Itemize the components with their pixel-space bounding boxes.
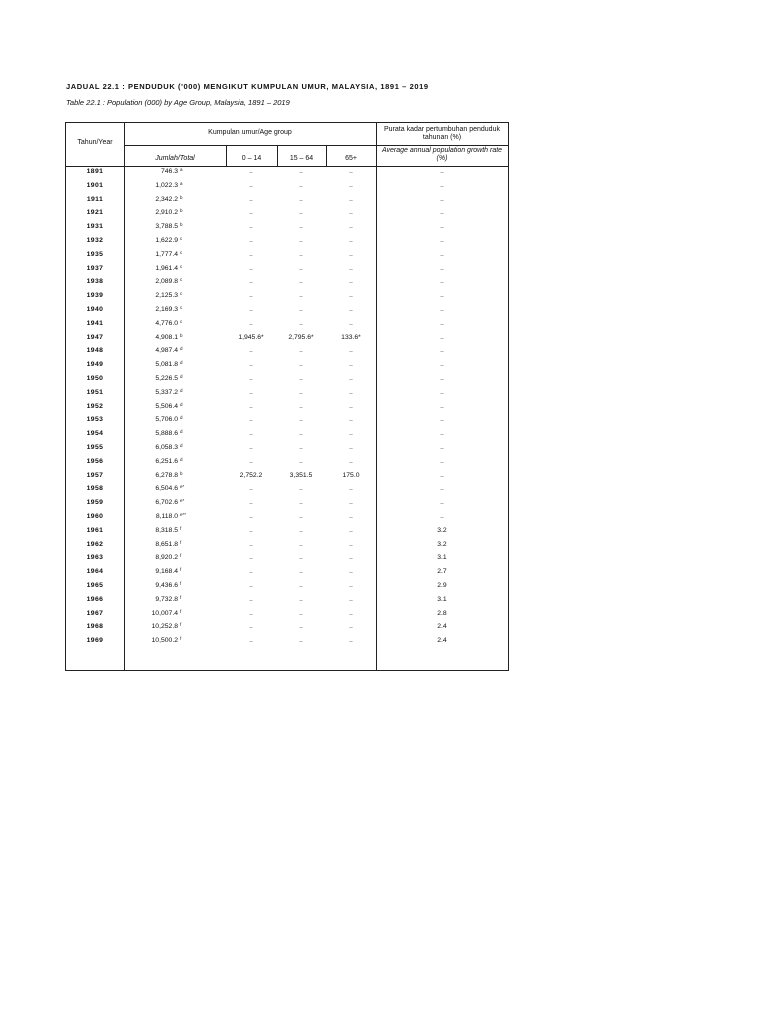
age-65-plus-cell: .. [349,347,353,355]
year-cell: 1935 [86,250,104,258]
header-year: Tahun/Year [77,139,113,146]
header-growth-english: Average annual population growth rate (%) [381,147,503,162]
growth-rate-cell: .. [440,374,444,382]
age-65-plus-cell: .. [349,416,353,424]
age-15-64-cell: .. [299,305,303,313]
year-cell: 1950 [86,374,104,382]
total-cell: 1,777.4 [155,250,178,258]
age-0-14-cell: .. [249,526,253,534]
growth-rate-cell: .. [440,430,444,438]
footnote-marker: e* [180,484,185,490]
footnote-marker: f [180,539,182,545]
age-65-plus-cell: .. [349,374,353,382]
total-cell: 9,732.8 [155,595,178,603]
year-cell: 1960 [86,512,104,520]
age-15-64-cell: .. [299,402,303,410]
age-65-plus-cell: .. [349,526,353,534]
footnote-marker: e** [180,511,187,517]
age-0-14-cell: .. [249,347,253,355]
footnote-marker: a [180,167,183,172]
age-15-64-cell: .. [299,637,303,645]
age-65-plus-cell: .. [349,637,353,645]
year-cell: 1951 [86,388,104,396]
age-15-64-cell: .. [299,319,303,327]
age-0-14-cell: .. [249,595,253,603]
total-cell: 5,337.2 [155,388,178,396]
age-15-64-cell: .. [299,609,303,617]
age-65-plus-cell: .. [349,181,353,189]
total-cell: 6,251.6 [155,457,178,465]
footnote-marker: f [180,636,182,642]
table-row [66,333,508,347]
growth-rate-cell: 2.4 [437,623,447,631]
age-65-plus-cell: .. [349,499,353,507]
year-cell: 1969 [86,637,104,645]
table-row [66,498,508,512]
table-title-english: Table 22.1 : Population (000) by Age Group, Malaysia, 1891 – 2019 [66,98,290,107]
age-65-plus-cell: .. [349,430,353,438]
age-65-plus-cell: .. [349,540,353,548]
growth-rate-cell: .. [440,416,444,424]
table-row [66,222,508,236]
growth-rate-cell: .. [440,168,444,175]
table-row [66,167,508,181]
age-0-14-cell: .. [249,168,253,175]
total-cell: 8,651.8 [155,540,178,548]
footnote-marker: f [180,622,182,628]
table-row [66,250,508,264]
age-15-64-cell: 3,351.5 [289,471,313,479]
footnote-marker: c [180,318,183,324]
divider [124,145,376,146]
age-15-64-cell: .. [299,540,303,548]
age-65-plus-cell: 175.0 [342,471,360,479]
footnote-marker: d [180,442,183,448]
table-row [66,195,508,209]
age-15-64-cell: .. [299,264,303,272]
age-0-14-cell: .. [249,637,253,645]
footnote-marker: f [180,567,182,573]
age-65-plus-cell: .. [349,319,353,327]
total-cell: 4,987.4 [155,347,178,355]
footnote-marker: c [180,304,183,310]
table-row [66,609,508,623]
age-15-64-cell: .. [299,292,303,300]
age-0-14-cell: .. [249,512,253,520]
table-row [66,429,508,443]
footnote-marker: e* [180,498,185,504]
year-cell: 1901 [86,181,104,189]
year-cell: 1961 [86,526,104,534]
age-65-plus-cell: .. [349,223,353,231]
total-cell: 2,342.2 [155,195,178,203]
age-0-14-cell: 1,945.6* [238,333,264,341]
age-65-plus-cell: .. [349,554,353,562]
footnote-marker: d [180,360,183,366]
growth-rate-cell: .. [440,512,444,520]
year-cell: 1891 [86,168,104,175]
header-total: Jumlah/Total [155,155,195,162]
year-cell: 1968 [86,623,104,631]
year-cell: 1965 [86,581,104,589]
age-15-64-cell: .. [299,581,303,589]
growth-rate-cell: 3.2 [437,540,447,548]
year-cell: 1921 [86,209,104,217]
year-cell: 1931 [86,223,104,231]
growth-rate-cell: .. [440,195,444,203]
year-cell: 1939 [86,292,104,300]
footnote-marker: d [180,456,183,462]
age-0-14-cell: .. [249,443,253,451]
growth-rate-cell: 3.1 [437,554,447,562]
age-15-64-cell: .. [299,181,303,189]
population-table [65,122,509,671]
table-row [66,264,508,278]
year-cell: 1953 [86,416,104,424]
total-cell: 6,702.6 [155,499,178,507]
growth-rate-cell: .. [440,333,444,341]
year-cell: 1940 [86,305,104,313]
growth-rate-cell: 2.7 [437,568,447,576]
year-cell: 1952 [86,402,104,410]
table-row [66,374,508,388]
age-15-64-cell: .. [299,278,303,286]
growth-rate-cell: .. [440,402,444,410]
age-65-plus-cell: .. [349,402,353,410]
age-0-14-cell: .. [249,195,253,203]
age-0-14-cell: .. [249,250,253,258]
age-15-64-cell: .. [299,430,303,438]
table-row [66,636,508,650]
table-row [66,457,508,471]
age-0-14-cell: .. [249,374,253,382]
age-65-plus-cell: .. [349,595,353,603]
age-0-14-cell: .. [249,305,253,313]
total-cell: 8,118.0 [155,512,178,520]
year-cell: 1911 [86,195,104,203]
table-row [66,567,508,581]
age-15-64-cell: .. [299,223,303,231]
age-15-64-cell: .. [299,195,303,203]
age-15-64-cell: .. [299,168,303,175]
header-growth-malay: Purata kadar pertumbuhan penduduk tahunan (%) [384,126,500,141]
footnote-marker: d [180,415,183,421]
total-cell: 10,007.4 [151,609,178,617]
total-cell: 3,788.5 [155,223,178,231]
age-65-plus-cell: .. [349,209,353,217]
age-0-14-cell: .. [249,402,253,410]
table-row [66,236,508,250]
age-15-64-cell: .. [299,361,303,369]
total-cell: 2,125.3 [155,292,178,300]
total-cell: 2,089.8 [155,278,178,286]
age-15-64-cell: .. [299,209,303,217]
age-15-64-cell: .. [299,499,303,507]
age-0-14-cell: 2,752.2 [239,471,263,479]
growth-rate-cell: .. [440,223,444,231]
age-0-14-cell: .. [249,581,253,589]
year-cell: 1963 [86,554,104,562]
total-cell: 10,500.2 [151,637,178,645]
growth-rate-cell: .. [440,236,444,244]
growth-rate-cell: 3.1 [437,595,447,603]
footnote-marker: c [180,235,183,241]
age-15-64-cell: .. [299,595,303,603]
table-row [66,595,508,609]
footnote-marker: d [180,401,183,407]
age-65-plus-cell: .. [349,609,353,617]
year-cell: 1967 [86,609,104,617]
age-0-14-cell: .. [249,430,253,438]
footnote-marker: c [180,249,183,255]
table-row [66,305,508,319]
table-row [66,540,508,554]
table-row [66,346,508,360]
growth-rate-cell: .. [440,209,444,217]
footnote-marker: f [180,553,182,559]
table-row [66,319,508,333]
year-cell: 1962 [86,540,104,548]
growth-rate-cell: .. [440,457,444,465]
age-15-64-cell: .. [299,526,303,534]
total-cell: 746.3 [160,168,178,175]
table-row [66,277,508,291]
table-row [66,208,508,222]
age-15-64-cell: .. [299,388,303,396]
footnote-marker: d [180,429,183,435]
growth-rate-cell: 2.4 [437,637,447,645]
total-cell: 2,169.3 [155,305,178,313]
total-cell: 6,278.8 [155,471,178,479]
year-cell: 1958 [86,485,104,493]
total-cell: 8,318.5 [155,526,178,534]
footnote-marker: f [180,580,182,586]
age-15-64-cell: .. [299,554,303,562]
footnote-marker: f [180,608,182,614]
age-15-64-cell: .. [299,347,303,355]
age-65-plus-cell: .. [349,168,353,175]
age-0-14-cell: .. [249,181,253,189]
year-cell: 1959 [86,499,104,507]
total-cell: 5,506.4 [155,402,178,410]
table-row [66,415,508,429]
footnote-marker: b [180,470,183,476]
age-0-14-cell: .. [249,540,253,548]
age-65-plus-cell: .. [349,512,353,520]
age-0-14-cell: .. [249,319,253,327]
year-cell: 1955 [86,443,104,451]
age-65-plus-cell: .. [349,236,353,244]
total-cell: 9,436.6 [155,581,178,589]
total-cell: 2,910.2 [155,209,178,217]
age-0-14-cell: .. [249,457,253,465]
year-cell: 1941 [86,319,104,327]
growth-rate-cell: .. [440,278,444,286]
growth-rate-cell: .. [440,485,444,493]
age-0-14-cell: .. [249,292,253,300]
age-65-plus-cell: .. [349,305,353,313]
table-row [66,388,508,402]
age-15-64-cell: .. [299,443,303,451]
growth-rate-cell: .. [440,305,444,313]
age-65-plus-cell: 133.6* [341,333,361,341]
age-0-14-cell: .. [249,554,253,562]
age-0-14-cell: .. [249,264,253,272]
age-15-64-cell: .. [299,457,303,465]
table-row [66,622,508,636]
age-0-14-cell: .. [249,388,253,396]
total-cell: 10,252.8 [151,623,178,631]
year-cell: 1949 [86,361,104,369]
age-0-14-cell: .. [249,568,253,576]
total-cell: 1,961.4 [155,264,178,272]
growth-rate-cell: .. [440,292,444,300]
footnote-marker: a [180,180,183,186]
table-row [66,471,508,485]
footnote-marker: f [180,594,182,600]
growth-rate-cell: .. [440,499,444,507]
footnote-marker: d [180,346,183,352]
growth-rate-cell: .. [440,361,444,369]
total-cell: 5,888.6 [155,430,178,438]
total-cell: 5,226.5 [155,374,178,382]
header-age-0-14: 0 – 14 [241,155,262,162]
age-65-plus-cell: .. [349,195,353,203]
age-65-plus-cell: .. [349,292,353,300]
header-age-group: Kumpulan umur/Age group [208,129,292,136]
age-65-plus-cell: .. [349,568,353,576]
total-cell: 6,504.6 [155,485,178,493]
year-cell: 1956 [86,457,104,465]
age-15-64-cell: .. [299,623,303,631]
footnote-marker: b [180,208,183,214]
total-cell: 9,168.4 [155,568,178,576]
age-15-64-cell: .. [299,512,303,520]
table-row [66,553,508,567]
footnote-marker: b [180,194,183,200]
age-15-64-cell: .. [299,568,303,576]
total-cell: 4,908.1 [155,333,178,341]
age-65-plus-cell: .. [349,278,353,286]
total-cell: 8,920.2 [155,554,178,562]
age-15-64-cell: .. [299,416,303,424]
total-cell: 5,081.8 [155,361,178,369]
total-cell: 1,022.3 [155,181,178,189]
age-0-14-cell: .. [249,416,253,424]
table-body [66,167,508,650]
footnote-marker: d [180,373,183,379]
age-15-64-cell: .. [299,485,303,493]
age-0-14-cell: .. [249,499,253,507]
table-row [66,484,508,498]
age-65-plus-cell: .. [349,388,353,396]
age-0-14-cell: .. [249,278,253,286]
total-cell: 1,622.9 [155,236,178,244]
growth-rate-cell: .. [440,319,444,327]
growth-rate-cell: .. [440,347,444,355]
age-15-64-cell: 2,795.6* [288,333,314,341]
table-row [66,581,508,595]
footnote-marker: b [180,332,183,338]
age-65-plus-cell: .. [349,264,353,272]
age-0-14-cell: .. [249,209,253,217]
table-row [66,512,508,526]
total-cell: 5,706.0 [155,416,178,424]
year-cell: 1932 [86,236,104,244]
age-65-plus-cell: .. [349,250,353,258]
age-0-14-cell: .. [249,236,253,244]
year-cell: 1964 [86,568,104,576]
growth-rate-cell: 2.8 [437,609,447,617]
table-row [66,526,508,540]
age-65-plus-cell: .. [349,581,353,589]
year-cell: 1948 [86,347,104,355]
table-title-malay: JADUAL 22.1 : PENDUDUK ('000) MENGIKUT KUMPULAN UMUR, MALAYSIA, 1891 – 2019 [66,82,429,91]
footnote-marker: c [180,291,183,297]
growth-rate-cell: .. [440,443,444,451]
year-cell: 1957 [86,471,104,479]
table-row [66,443,508,457]
age-0-14-cell: .. [249,623,253,631]
footnote-marker: c [180,277,183,283]
year-cell: 1947 [86,333,104,341]
age-0-14-cell: .. [249,223,253,231]
age-0-14-cell: .. [249,609,253,617]
age-65-plus-cell: .. [349,485,353,493]
year-cell: 1954 [86,430,104,438]
age-15-64-cell: .. [299,236,303,244]
age-65-plus-cell: .. [349,623,353,631]
age-65-plus-cell: .. [349,361,353,369]
footnote-marker: c [180,263,183,269]
table-row [66,181,508,195]
growth-rate-cell: .. [440,250,444,258]
age-0-14-cell: .. [249,361,253,369]
age-65-plus-cell: .. [349,457,353,465]
growth-rate-cell: .. [440,264,444,272]
table-row [66,360,508,374]
footnote-marker: d [180,387,183,393]
header-age-15-64: 15 – 64 [289,155,314,162]
year-cell: 1966 [86,595,104,603]
growth-rate-cell: .. [440,181,444,189]
age-15-64-cell: .. [299,250,303,258]
divider [376,145,508,146]
growth-rate-cell: 2.9 [437,581,447,589]
table-row [66,402,508,416]
table-row [66,291,508,305]
year-cell: 1938 [86,278,104,286]
growth-rate-cell: .. [440,471,444,479]
footnote-marker: f [180,525,182,531]
age-65-plus-cell: .. [349,443,353,451]
year-cell: 1937 [86,264,104,272]
growth-rate-cell: 3.2 [437,526,447,534]
growth-rate-cell: .. [440,388,444,396]
total-cell: 6,058.3 [155,443,178,451]
total-cell: 4,776.0 [155,319,178,327]
header-age-65-plus: 65+ [345,155,357,162]
footnote-marker: b [180,222,183,228]
age-0-14-cell: .. [249,485,253,493]
age-15-64-cell: .. [299,374,303,382]
